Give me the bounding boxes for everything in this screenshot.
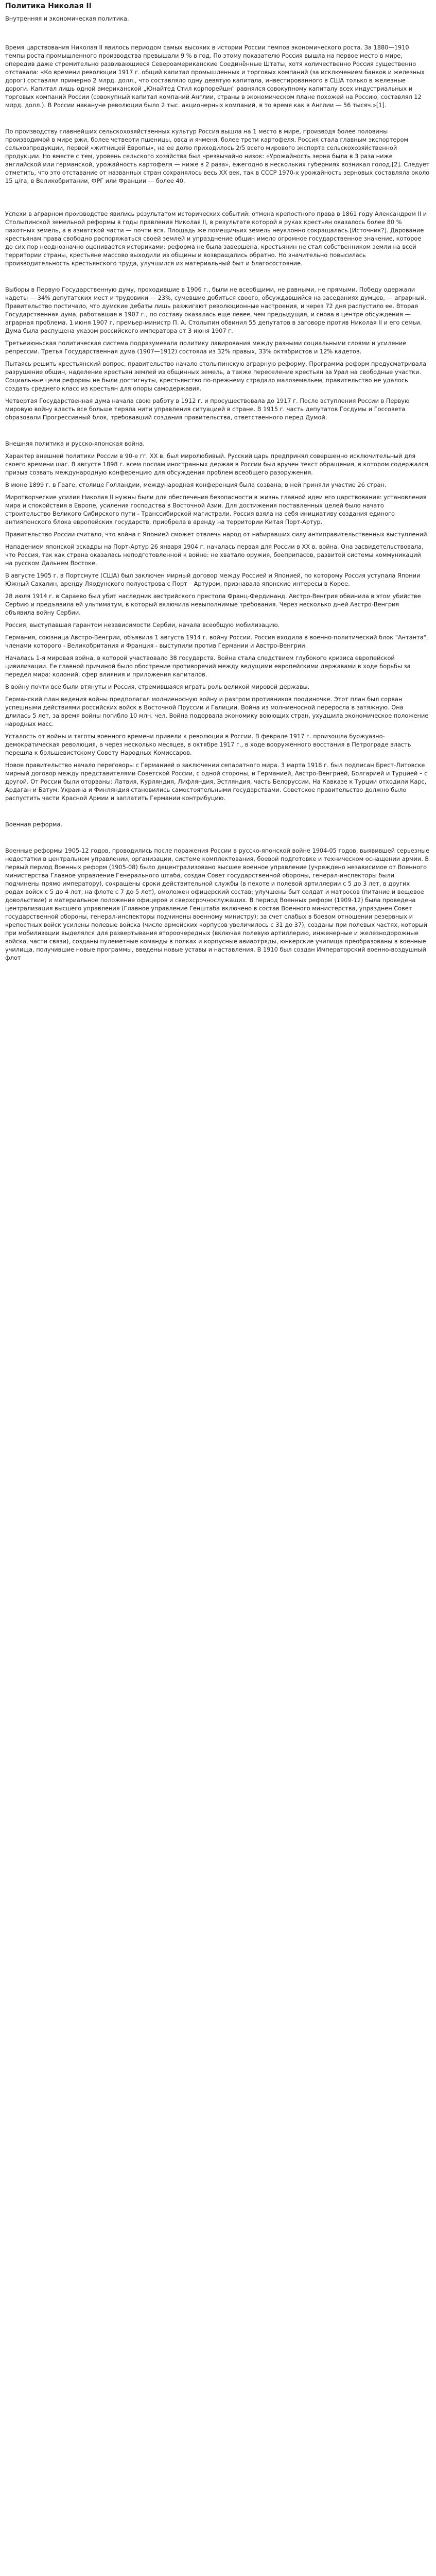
page-title: Политика Николая II bbox=[5, 2, 92, 10]
paragraph-revolution: Усталость от войны и тяготы военного времени привели к революции в России. В феврале 1917 г. произошла буржуазно-демократическая революция, а через несколько месяцев, в октябре 1917 г., в ходе вооруженного восстания в Петрограде власть перешла к большевистскому Совету Народных Комиссаров. bbox=[5, 733, 411, 756]
paragraph-hague-conference: В июне 1899 г. в Гааге, столице Голландии, международная конференция была созвана, в ней приняли участие 26 стран. bbox=[5, 481, 387, 488]
paragraph-sarajevo: 28 июля 1914 г. в Сараево был убит наследник австрийского престола Франц-Фердинанд. Австро-Венгрия обвинила в этом убийстве Сербию и предъявила ей ультиматум, в который включила невыполнимые требования. Через несколько дней Австро-Венгрия объявила войну Сербии. bbox=[5, 592, 421, 616]
paragraph-economic-growth: Время царствования Николая II явилось периодом самых высоких в истории России темпов экономического роста. За 1880—1910 темпы роста промышленного производства превышали 9 % в год. По этому показателю Россия вышла на первое место в мире, опередив даже стремительно развивающиеся Североамериканские Соединённые Штаты, хотя количественно Россия существенно отставала: «Ко времени революции 1917 г. общий капитал промышленных и торговых компаний (за исключением банков и железных дорог) составлял примерно 2 млрд. долл., что составляло одну девятую капитала, инвестированного в США только в железные дороги. Капитал лишь одной американской „Юнайтед Стил корпорейшн" равнялся совокупному капиталу всех индустриальных и торговых компаний России (совокупный капитал компаний Англии, страны в экономическом плане похожей на Россию, составлял 12 млрд. долл.). В России накануне революции было 2 тыс. акционерных компаний, в то время как в Англии — 56 тысяч.»[1]. bbox=[5, 44, 425, 109]
paragraph-brest-treaty: Новое правительство начало переговоры с Германией о заключении сепаратного мира. 3 марта 1918 г. был подписан Брест-Литовске мирный договор между представителями Советской России, с одной стороны, и Германией, Австро-Венгрией, Болгарией и Турцией – с другой. От России были оторваны: Латвия, Курляндия, Лифляндия, Эстляндия, часть Белоруссии. На Кавказе к Турции отходили Карс, Ардаган и Батум. Украина и Финляндия становились самостоятельными государствами. Советское правительство должно было распустить части Красной Армии и заплатить Германии контрибуцию. bbox=[5, 761, 428, 802]
paragraph-fourth-duma: Четвертая Государственная дума начала свою работу в 1912 г. и просуществовала до 1917 г. После вступления России в Первую мировую войну власть все больше теряла нити управления ситуацией в стране. В 1915 г. часть депутатов Госдумы и Госсовета образовали Прогрессивный блок, требовавший создания правительства, ответственного перед Думой. bbox=[5, 397, 410, 421]
paragraph-military-reforms: Военные реформы 1905-12 годов, проводились после поражения России в русско-японской войне 1904-05 годов, выявившей серьезные недостатки в центральном управлении, организации, системе комплектования, боевой подготовке и техническом оснащении армии. В первый период Военных реформ (1905-08) было децентрализовано высшее военное управление (учреждено независимое от Военного министерства Главное управление Генерального штаба, создан Совет государственной обороны, генерал-инспекторы были подчинены прямо императору), сокращены сроки действительной службы (в пехоте и полевой артиллерии с 5 до 3 лет, в других родах войск с 5 до 4 лет, на флоте с 7 до 5 лет), омоложен офицерский состав; улучшены быт солдат и матросов (питание и вещевое довольствие) и материальное положение офицеров и сверхсрочнослужащих. В период Военных реформ (1909-12) была проведена централизация высшего управления (Главное управление Генштаба включено в состав Военного министерства, упразднен Совет государственной обороны, генерал-инспекторы подчинены военному министру); за счет слабых в боевом отношении резервных и крепостных войск усилены полевые войска (число армейских корпусов увеличилось с 31 до 37), созданы при полевых частях, который при мобилизации выделялся для развертывания второочередных (включая полевую артиллерию, инженерные и железнодорожные войска, части связи), созданы пулеметные команды в полках и корпусные авиаотряды, юнкерские училища преобразованы в военные училища, получившие новые программы, введены новые уставы и наставления. В 1910 был создан Императорский военно-воздушный флот bbox=[5, 847, 430, 961]
paragraph-portsmouth-treaty: В августе 1905 г. в Портсмуте (США) был заключен мирный договор между Россией и Японией, по которому Россия уступала Японии Южный Сахалин, аренду Ляодунского полуострова с Порт – Артуром, признавала японские интересы в Корее. bbox=[5, 572, 421, 587]
paragraph-russia-involved: В войну почти все были втянуты и Россия, стремившаяся играть роль великой мировой державы. bbox=[5, 683, 310, 690]
paragraph-first-duma: Выборы в Первую Государственную думу, проходившие в 1906 г., были не всеобщими, не равными, не прямыми. Победу одержали кадеты — 34% депутатских мест и трудовики — 23%, сумевшие добиться своего, обсуждавшийся на заседаниях думцев, — аграрный. Правительство постичало, что думские дебаты лишь разжигают революционные настроения, и через 72 дня распустило ее. Вторая Государственная дума, работавшая в 1907 г., по составу оказалась еще левее, чем предыдущая, и снова в центре обсуждения — аграрная проблема. 1 июня 1907 г. премьер-министр П. А. Столыпин обвинил 55 депутатов в заговоре против Николая II и его семьи. Дума была распущена указом российского императора от 3 июня 1907 г. bbox=[5, 286, 427, 334]
page-subtitle: Внутренняя и экономическая политика. bbox=[5, 15, 129, 22]
section-heading-foreign-policy: Внешняя политика и русско-японская война. bbox=[5, 440, 145, 447]
paragraph-agriculture: По производству главнейших сельскохозяйственных культур Россия вышла на 1 место в мире, производя более половины производимой в мире ржи, более четверти пшеницы, овса и ячменя, более трети картофеля. Россия стала главным экспортером сельхозпродукции, первой «житницей Европы», на ее долю приходилось 2/5 всего мирового экспорта сельскохозяйственной продукции. Но вместе с тем, уровень сельского хозяйства был чрезвычайно низок: «Урожайность зерна была в 3 раза ниже английской или германской, урожайность картофеля — ниже в 2 раза», ежегодно в нескольких губерниях возникал голод.[2]. Следует отметить, что это отставание от названных стран сохранялось весь XX век, так в СССР 1970-х урожайность зерновых составляла около 15 ц/га, в Великобритании, ФРГ или Франции — более 40. bbox=[5, 128, 430, 184]
paragraph-port-arthur: Нападением японской эскадры на Порт-Артур 26 января 1904 г. началась первая для России в XX в. война. Она засвидетельствовала, что Россия, так как страна оказалась неподготовленной к войне: не хватало оружия, боеприпасов, развитой системы коммуникаций на русском Дальнем Востоке. bbox=[5, 543, 424, 567]
paragraph-mobilization: Россия, выступавшая гарантом независимости Сербии, начала всеобщую мобилизацию. bbox=[5, 621, 280, 629]
paragraph-war-distraction: Правительство России считало, что война с Японией сможет отвлечь народ от набиравших силу антиправительственных выступлений. bbox=[5, 531, 429, 538]
paragraph-foreign-policy-character: Характер внешней политики России в 90-е гг. XX в. был миролюбивый. Русский царь предпринял совершенно исключительный для своего времени шаг. В августе 1898 г. всем послам иностранных держав в России был вручен текст обращения, в котором содержался призыв созвать международную конференцию для обсуждения проблем всеобщего разоружения. bbox=[5, 452, 428, 476]
paragraph-germany-declares-war: Германия, союзница Австро-Венгрии, объявила 1 августа 1914 г. войну России. Россия входила в военно-политический блок "Антанта", членами которого - Великобритания и Франция - выступили против Германии и Австро-Венгрии. bbox=[5, 634, 428, 649]
paragraph-world-war-start: Началась 1-я мировая война, в которой участвовало 38 государств. Война стала следствием глубокого кризиса европейской цивилизации. Ее главной причиной было обострение противоречий между ведущими европейскими державами в ходе борьбы за передел мира: колоний, сфер влияния и приложения капиталов. bbox=[5, 654, 411, 678]
paragraph-german-plan: Германский план ведения войны предполагал молниеносную войну и разгром противников поодиночке. Этот план был сорван успешными действиями российских войск в Восточной Пруссии и Галиции. Война из молниеносной переросла в затяжную. Она длилась 5 лет, за время войны погибло 10 млн. чел. Война подорвала экономику воюющих стран, ухудшила экономическое положение народных масс. bbox=[5, 696, 429, 727]
paragraph-stolypin-reform: Пытаясь решить крестьянский вопрос, правительство начало столыпинскую аграрную реформу. Программа реформ предусматривала разрушение общин, наделение крестьян землей из общинных земель, а также переселение крестьян за Урал на свободные участки. Социальные цели реформы не были достигнуты, крестьянство по-прежнему страдало малоземельем, правительство не удалось создать среднего класс из крестьян для опоры самодержавия. bbox=[5, 360, 426, 392]
section-heading-military-reform: Военная реформа. bbox=[5, 821, 63, 828]
paragraph-agrarian-success: Успехи в аграрном производстве явились результатом исторических событий: отмена крепостного права в 1861 году Александром II и Столыпинской земельной реформы в годы правления Николая II, в результате которой в руках крестьян оказалось более 80 % пахотных земель, а в азиатской части — почти вся. Площадь же помещичьих земель неуклонно сокращалась.[Источник?]. Дарование крестьянам права свободно распоряжаться своей землей и упразднение общин имело огромное государственное значение, которое до сих пор неоднозначно оценивается историками: реформа не была завершена, крестьянин не стал собственником земли на всей территории страны, крестьяне массово выходили из общины и возвращались обратно. Но значительно повысилась производительность крестьянского труда, улучшился их материальный быт и благосостояние. bbox=[5, 210, 427, 267]
paragraph-june-third-system: Третьеиюньская политическая система подразумевала политику лавирования между разными социальными слоями и усиление репрессии. Третья Государственная дума (1907—1912) состояла из 32% правых, 33% октябристов и 12% кадетов. bbox=[5, 340, 407, 355]
paragraph-peace-efforts: Миротворческие усилия Николая II нужны были для обеспечения безопасности в жизнь главной идеи его царствования: установления мира и спокойствия в Европе, усиления господства в Восточной Азии. Для достижения поставленных целей было начато строительство Великого Сибирского пути - Транссибирской магистрали. Россия взяла на себя инициативу создания единого антияпонского блока европейских государств, приобрела в аренду на территории Китая Порт-Артур. bbox=[5, 494, 427, 526]
